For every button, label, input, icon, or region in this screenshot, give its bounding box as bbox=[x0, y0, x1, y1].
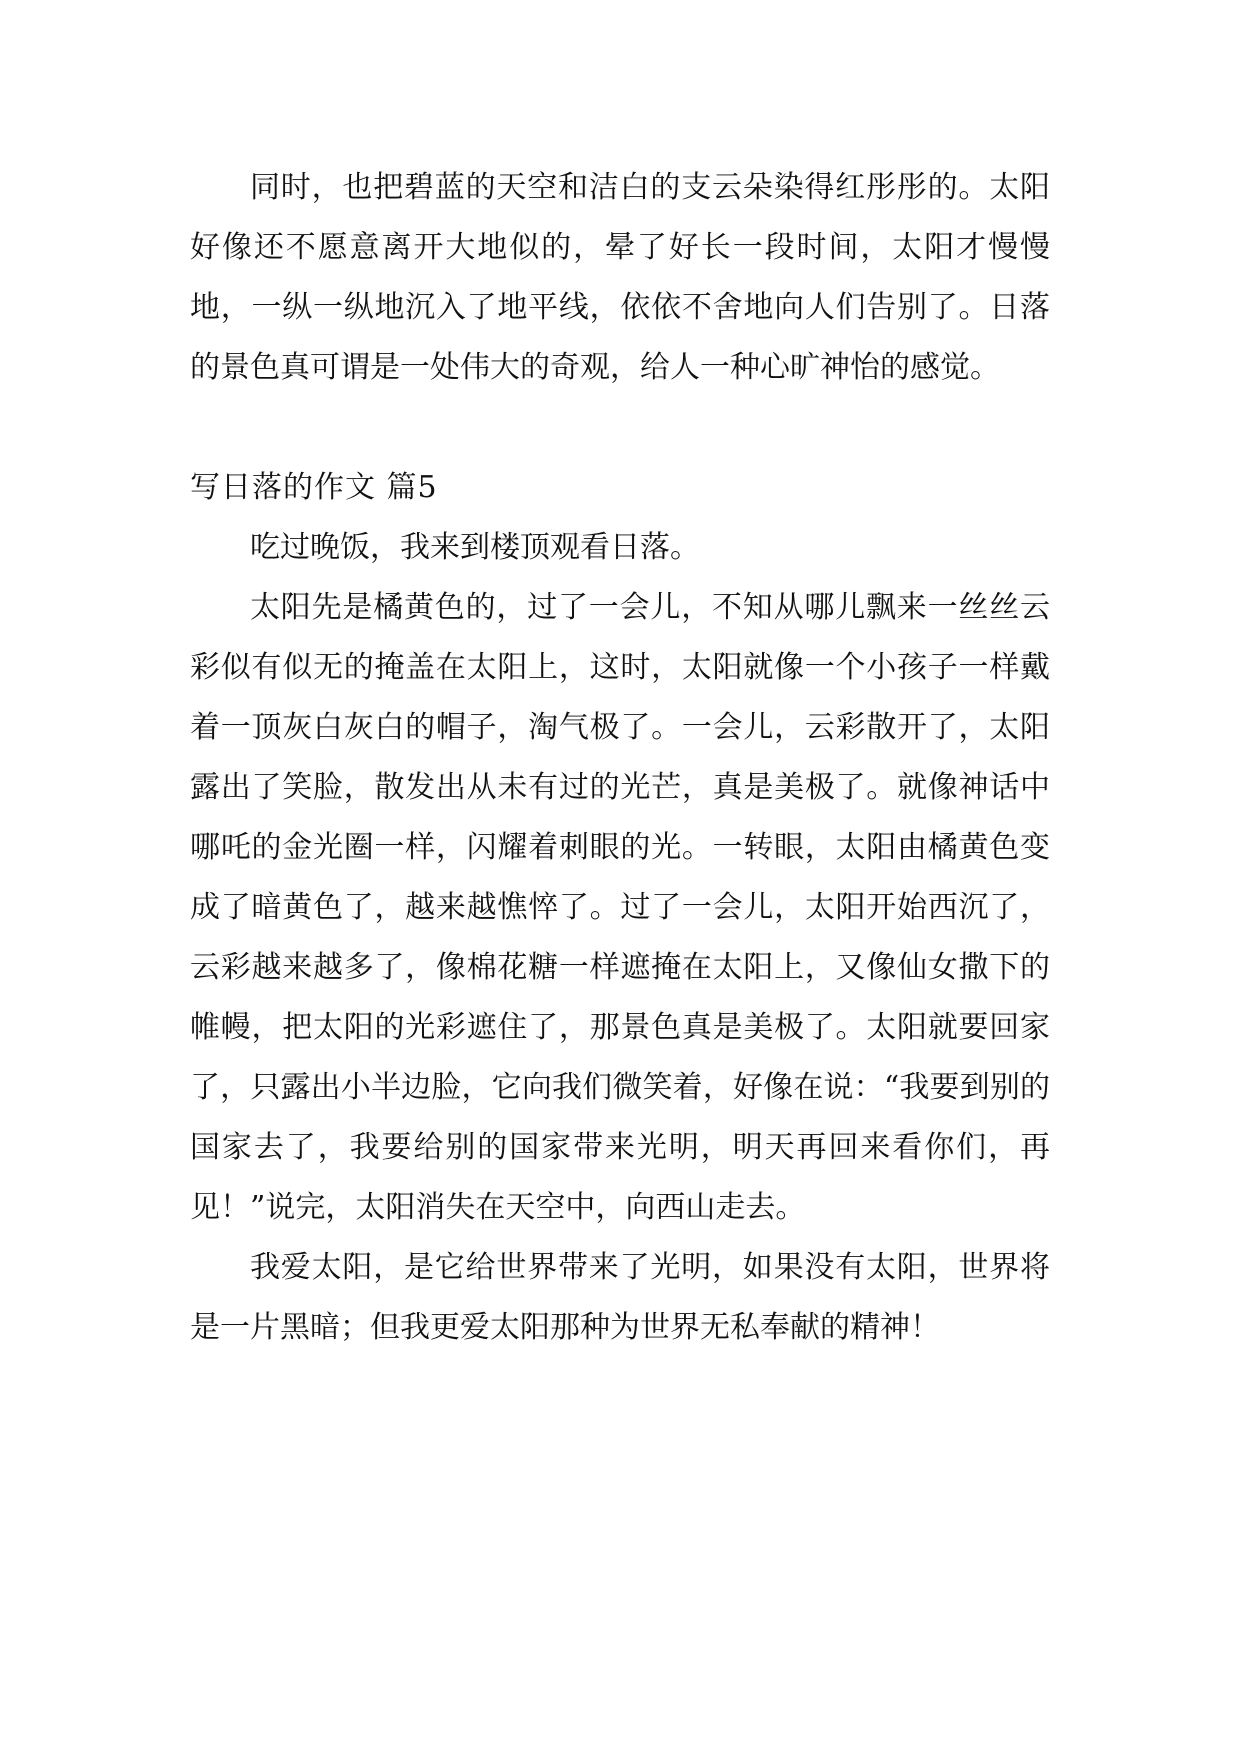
section-title: 写日落的作文 篇5 bbox=[190, 470, 438, 505]
paragraph-continuation: 同时，也把碧蓝的天空和洁白的支云朵染得红彤彤的。太阳好像还不愿意离开大地似的，晕了好长一段时间，太阳才慢慢地，一纵一纵地沉入了地平线，依依不舍地向人们告别了。日落的景色真可谓是一处伟大的奇观，给人一种心旷神怡的感觉。 bbox=[190, 170, 1050, 385]
paragraph-intro: 吃过晚饭，我来到楼顶观看日落。 bbox=[250, 530, 700, 565]
paragraph-description: 太阳先是橘黄色的，过了一会儿，不知从哪儿飘来一丝丝云彩似有似无的掩盖在太阳上，这时，太阳就像一个小孩子一样戴着一顶灰白灰白的帽子，淘气极了。一会儿，云彩散开了，太阳露出了笑脸，散发出从未有过的光芒，真是美极了。就像神话中哪吒的金光圈一样，闪耀着刺眼的光。一转眼，太阳由橘黄色变成了暗黄色了，越来越憔悴了。过了一会儿，太阳开始西沉了，云彩越来越多了，像棉花糖一样遮掩在太阳上，又像仙女撒下的帷幔，把太阳的光彩遮住了，那景色真是美极了。太阳就要回家了，只露出小半边脸，它向我们微笑着，好像在说：“我要到别的国家去了，我要给别的国家带来光明，明天再回来看你们，再见！”说完，太阳消失在天空中，向西山走去。 bbox=[190, 590, 1050, 1225]
document-body bbox=[190, 158, 1050, 1358]
paragraph-conclusion: 我爱太阳，是它给世界带来了光明，如果没有太阳，世界将是一片黑暗；但我更爱太阳那种为世界无私奉献的精神！ bbox=[190, 1250, 1050, 1345]
